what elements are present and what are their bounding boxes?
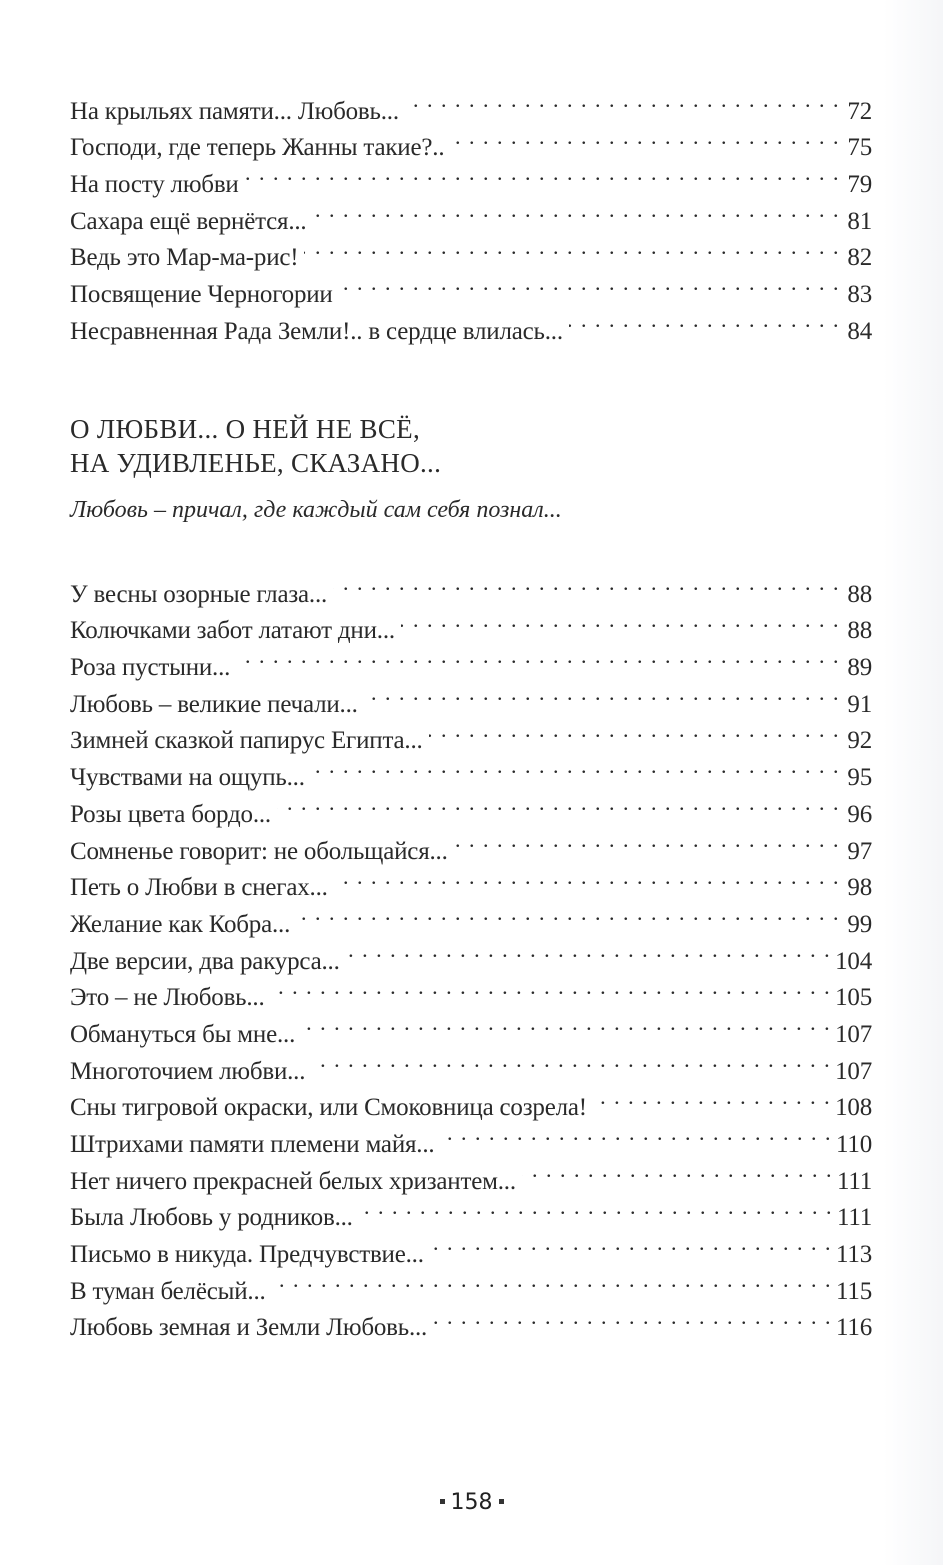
toc-entry-title: В туман белёсый... (70, 1277, 266, 1305)
dot-leader (334, 859, 840, 896)
toc-entry-title: Сомненье говорит: не обольщайся... (70, 837, 448, 865)
dot-leader (364, 675, 840, 712)
section-heading (70, 412, 441, 480)
toc-entry-title: Многоточием любви... (70, 1057, 306, 1085)
dot-leader (311, 1042, 831, 1079)
toc-entry-title: Сны тигровой окраски, или Смоковница созрела! (70, 1094, 587, 1122)
dot-leader (277, 785, 840, 822)
toc-entry-page: 97 (847, 837, 872, 865)
page-number-footer (0, 1490, 943, 1515)
toc-entry-page: 107 (835, 1020, 872, 1048)
dot-leader (272, 1262, 832, 1299)
toc-entry-page: 111 (836, 1167, 872, 1195)
toc-entry-title: Была Любовь у родников... (70, 1204, 353, 1232)
toc-entry[interactable] (70, 565, 872, 608)
toc-entry-page: 104 (835, 947, 872, 975)
toc-list-first (70, 82, 872, 345)
toc-entry-title: Сахара ещё вернётся... (70, 207, 307, 235)
dot-leader (333, 565, 840, 602)
toc-entry-page: 99 (847, 910, 872, 938)
toc-entry-title: Любовь – великие печали... (70, 690, 358, 718)
toc-entry-page: 88 (847, 617, 872, 645)
dot-leader (430, 1225, 832, 1262)
toc-entry-title: Несравненная Рада Земли!.. в сердце влилась... (70, 317, 563, 345)
toc-entry-page: 79 (847, 171, 872, 199)
toc-entry-title: Это – не Любовь... (70, 984, 265, 1012)
toc-entry-page: 113 (836, 1241, 872, 1269)
toc-entry-page: 115 (836, 1277, 872, 1305)
toc-entry-page: 92 (847, 727, 872, 755)
dot-leader (312, 192, 840, 229)
toc-entry-page: 89 (847, 654, 872, 682)
toc-entry-title: Штрихами памяти племени майя... (70, 1131, 435, 1158)
toc-entry-page: 107 (835, 1057, 872, 1085)
dot-leader (359, 1189, 833, 1226)
dot-leader (304, 229, 840, 266)
toc-entry-page: 84 (847, 317, 872, 345)
toc-entry-page: 116 (836, 1314, 872, 1342)
toc-entry-page: 83 (847, 281, 872, 309)
dot-leader (405, 82, 840, 119)
toc-entry-title: Любовь земная и Земли Любовь... (70, 1314, 428, 1342)
toc-entry-page: 72 (847, 97, 872, 125)
toc-entry-page: 82 (847, 244, 872, 272)
dot-leader (311, 748, 840, 785)
dot-leader (271, 969, 832, 1006)
page-number: 158 (450, 1490, 493, 1515)
toc-entry-title: У весны озорные глаза... (70, 580, 328, 608)
section-heading-line-2: НА УДИВЛЕНЬЕ, СКАЗАНО... (70, 448, 442, 478)
toc-entry-page: 95 (847, 764, 872, 792)
dot-leader (236, 638, 840, 675)
toc-entry-page: 91 (847, 690, 872, 718)
toc-entry-title: Петь о Любви в снегах... (70, 874, 328, 902)
section-epigraph: Любовь – причал, где каждый сам себя познал... (70, 497, 562, 523)
dot-leader (296, 895, 840, 932)
toc-entry-title: На посту любви (70, 171, 239, 199)
dot-leader (522, 1152, 833, 1189)
dot-leader (301, 1005, 831, 1042)
toc-entry-title: Колючками забот латают дни... (70, 617, 395, 645)
dot-leader (401, 602, 840, 639)
toc-entry-page: 81 (847, 207, 872, 235)
toc-entry-page: 110 (836, 1131, 872, 1158)
dot-leader (433, 1299, 832, 1336)
page-edge-shading (883, 0, 943, 1565)
dot-leader (339, 265, 840, 302)
bullet-right-icon (499, 1499, 504, 1504)
toc-entry-title: Желание как Кобра... (70, 910, 291, 938)
toc-entry-title: Посвящение Черногории (70, 281, 333, 309)
toc-entry-title: Зимней сказкой папирус Египта... (70, 727, 423, 755)
dot-leader (346, 932, 831, 969)
dot-leader (440, 1115, 832, 1152)
toc-entry-title: Письмо в никуда. Предчувствие... (70, 1241, 424, 1269)
toc-entry-title: Господи, где теперь Жанны такие?.. (70, 134, 445, 162)
toc-entry-page: 98 (847, 874, 872, 902)
dot-leader (569, 302, 840, 339)
toc-entry-page: 88 (847, 580, 872, 608)
dot-leader (593, 1079, 831, 1116)
toc-entry-title: Обмануться бы мне... (70, 1020, 296, 1048)
toc-entry-page: 75 (847, 134, 872, 162)
toc-entry-title: Розы цвета бордо... (70, 800, 271, 828)
section-heading-line-1: О ЛЮБВИ... О НЕЙ НЕ ВСЁ, (70, 414, 421, 444)
toc-entry-title: Нет ничего прекрасней белых хризантем... (70, 1167, 516, 1195)
toc-entry[interactable] (70, 82, 872, 125)
dot-leader (429, 712, 840, 749)
toc-entry-title: Чувствами на ощупь... (70, 764, 305, 792)
dot-leader (245, 155, 840, 192)
toc-entry-page: 108 (835, 1094, 872, 1122)
dot-leader (450, 119, 840, 156)
toc-entry-title: Роза пустыни... (70, 654, 231, 682)
toc-entry-title: На крыльях памяти... Любовь... (70, 97, 399, 125)
toc-list-second (70, 565, 872, 1342)
toc-entry-title: Две версии, два ракурса... (70, 947, 340, 975)
toc-entry-page: 96 (847, 800, 872, 828)
dot-leader (454, 822, 840, 859)
toc-entry-title: Ведь это Мар-ма-рис! (70, 244, 299, 272)
toc-entry-page: 105 (835, 984, 872, 1012)
bullet-left-icon (440, 1499, 445, 1504)
toc-entry-page: 111 (836, 1204, 872, 1232)
